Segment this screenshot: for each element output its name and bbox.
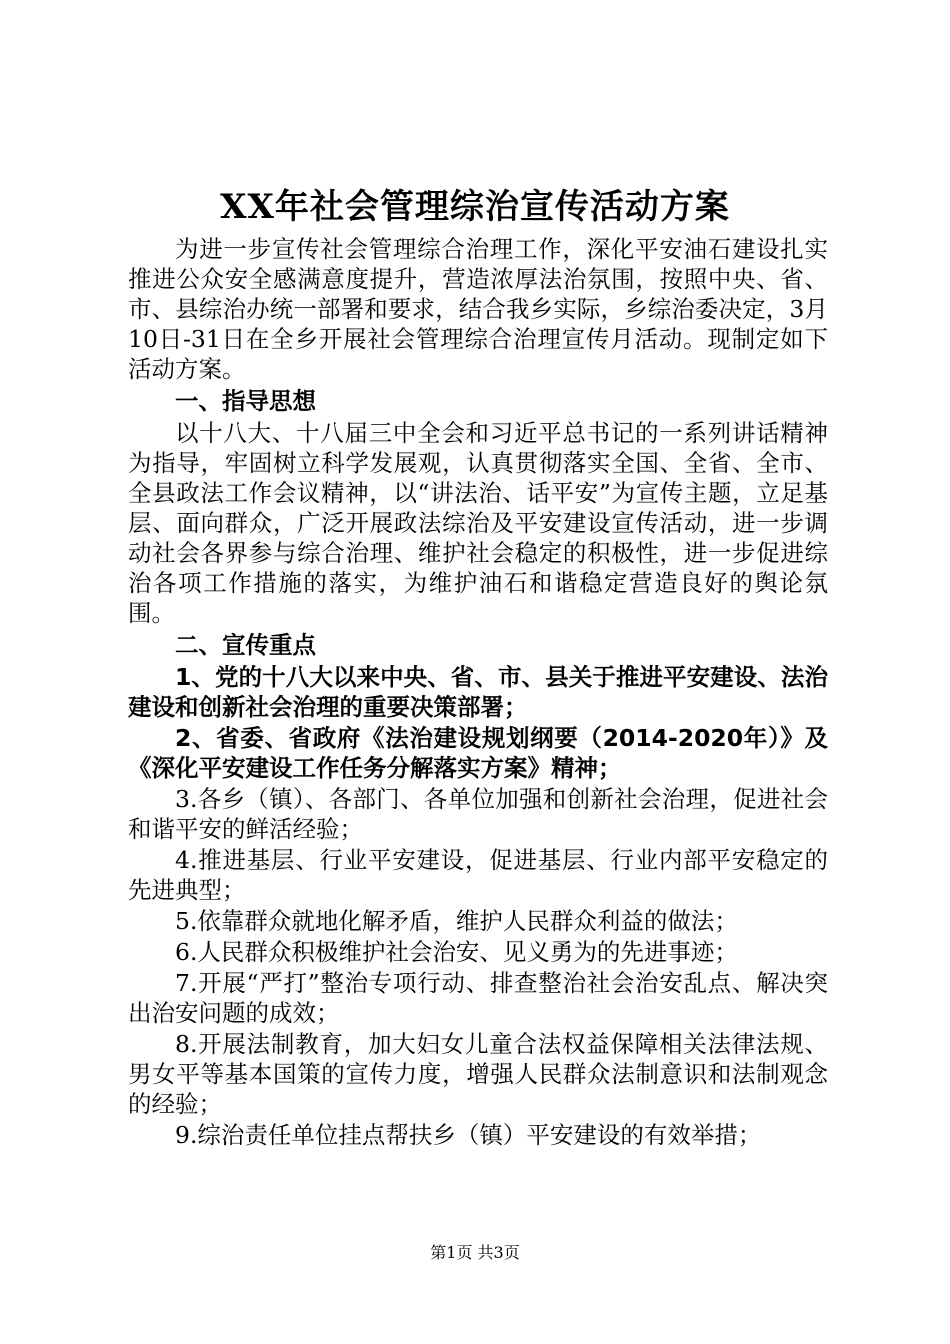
document-title: XX年社会管理综治宣传活动方案 [220, 187, 730, 227]
intro-paragraph: 为进一步宣传社会管理综合治理工作，深化平安油石建设扎实推进公众安全感满意度提升，营造浓厚法治氛围，按照中央、省、市、县综治办统一部署和要求，结合我乡实际，乡综治委决定，3月10日-31日在全乡开展社会管理综合治理宣传月活动。现制定如下活动方案。 [128, 235, 828, 383]
section-heading-publicity-focus: 二、宣传重点 [175, 631, 316, 659]
list-item: 5.依靠群众就地化解矛盾，维护人民群众利益的做法； [175, 907, 738, 935]
list-item: 4.推进基层、行业平安建设，促进基层、行业内部平安稳定的先进典型； [128, 846, 828, 904]
list-item: 7.开展“严打”整治专项行动、排查整治社会治安乱点、解决突出治安问题的成效； [128, 969, 828, 1027]
list-item: 2、省委、省政府《法治建设规划纲要（2014-2020年）》及《深化平安建设工作任务分解落实方案》精神； [128, 724, 828, 782]
list-item: 6.人民群众积极维护社会治安、见义勇为的先进事迹； [175, 938, 738, 966]
list-item: 1、党的十八大以来中央、省、市、县关于推进平安建设、法治建设和创新社会治理的重要决策部署； [128, 663, 828, 721]
section-heading-guiding-thought: 一、指导思想 [175, 387, 316, 415]
list-item: 8.开展法制教育，加大妇女儿童合法权益保障相关法律法规、男女平等基本国策的宣传力度，增强人民群众法制意识和法制观念的经验； [128, 1030, 828, 1118]
list-item: 3.各乡（镇）、各部门、各单位加强和创新社会治理，促进社会和谐平安的鲜活经验； [128, 785, 828, 843]
guiding-thought-paragraph: 以十八大、十八届三中全会和习近平总书记的一系列讲话精神为指导，牢固树立科学发展观，认真贯彻落实全国、全省、全市、全县政法工作会议精神，以“讲法治、话平安”为宣传主题，立足基层、面向群众，广泛开展政法综治及平安建设宣传活动，进一步调动社会各界参与综合治理、维护社会稳定的积极性，进一步促进综治各项工作措施的落实，为维护油石和谐稳定营造良好的舆论氛围。 [128, 419, 828, 627]
page-number-footer: 第1页 共3页 [430, 1243, 520, 1262]
document-body [128, 234, 828, 1150]
list-item: 9.综治责任单位挂点帮扶乡（镇）平安建设的有效举措； [175, 1121, 762, 1149]
